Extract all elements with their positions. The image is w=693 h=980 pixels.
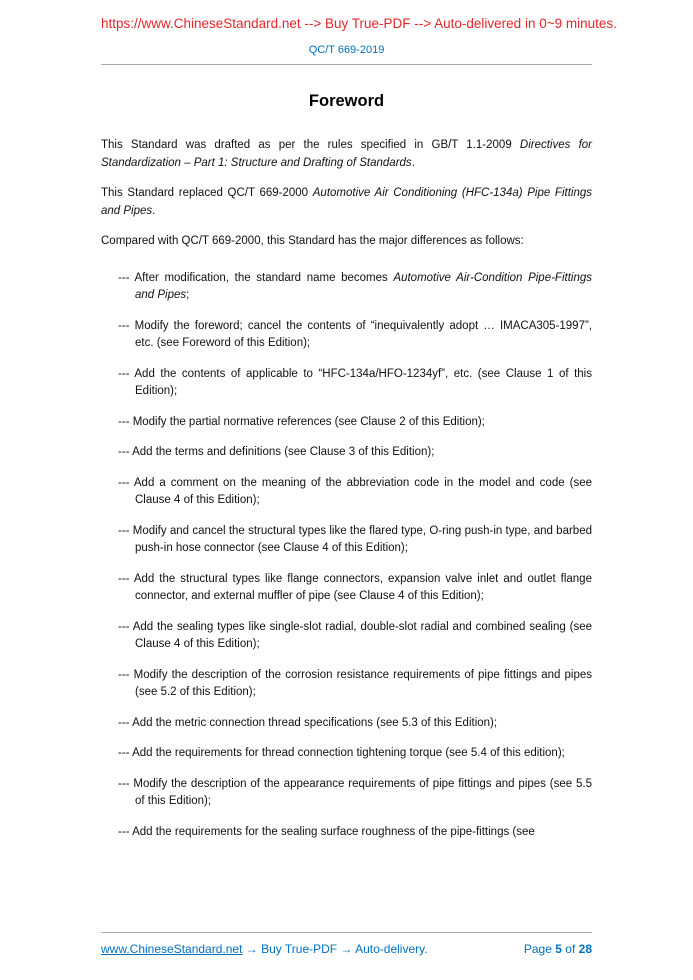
page-label: Page	[523, 942, 552, 956]
list-item	[118, 444, 592, 462]
text: ;	[186, 289, 190, 301]
bullet-dash: ---	[118, 271, 135, 284]
footer-divider	[101, 932, 592, 933]
bullet-dash: ---	[118, 572, 134, 585]
footer	[101, 932, 592, 957]
page-title: Foreword	[308, 92, 385, 110]
list-item	[118, 776, 592, 811]
bullet-dash: ---	[118, 825, 133, 838]
bullet-dash: ---	[118, 319, 135, 332]
text: Add the terms and definitions (see Clause 3 of this Edition);	[132, 446, 435, 458]
page-number: 5	[555, 942, 562, 956]
doc-number: QC/T 669-2019	[308, 44, 385, 56]
text: Add a comment on the meaning of the abbreviation code in the model and code (see Clause 4 of this Edition);	[133, 476, 592, 506]
text: Modify the description of the appearance requirements of pipe fittings and pipes (see 5.5 of this Edition);	[133, 777, 592, 807]
differences-list	[118, 270, 592, 842]
italic-text: Automotive Air-Condition Pipe-Fittings and Pipes	[135, 271, 592, 301]
bullet-dash: ---	[118, 446, 133, 458]
list-item	[118, 667, 592, 702]
bullet-dash: ---	[118, 777, 134, 790]
text: Add the requirements for the sealing surface roughness of the pipe-fittings (see	[132, 825, 535, 838]
total-pages: 28	[578, 942, 592, 956]
bullet-dash: ---	[118, 524, 133, 537]
list-item	[118, 318, 592, 353]
list-item	[118, 745, 592, 763]
text: .	[152, 204, 156, 217]
list-item	[118, 571, 592, 606]
text: This Standard was drafted as per the rules specified in GB/T 1.1-2009	[101, 139, 520, 151]
list-item	[118, 715, 592, 733]
text: Modify the foreword; cancel the contents of “inequivalently adopt … IMACA305-1997”, etc. (see Foreword of this Edition);	[134, 319, 592, 349]
list-item	[118, 619, 592, 654]
text: Add the requirements for thread connection tightening torque (see 5.4 of this edition);	[132, 747, 565, 759]
list-item	[118, 366, 592, 401]
text: Add the sealing types like single-slot radial, double-slot radial and combined sealing (see Clause 4 of this Edition);	[132, 620, 592, 650]
bullet-dash: ---	[118, 476, 134, 489]
footer-promo	[101, 942, 428, 957]
list-item	[118, 414, 592, 432]
text: Modify the description of the corrosion resistance requirements of pipe fittings and pipes (see 5.2 of this Edition);	[133, 668, 593, 698]
footer-site-link[interactable]: www.ChineseStandard.net	[101, 942, 243, 956]
text: Modify the partial normative references (see Clause 2 of this Edition);	[132, 415, 485, 428]
bullet-dash: ---	[118, 747, 133, 759]
text: Add the metric connection thread specifications (see 5.3 of this Edition);	[132, 716, 498, 729]
list-item	[118, 523, 592, 558]
paragraph-replaced	[101, 185, 592, 220]
text: Modify and cancel the structural types like the flared type, O-ring push-in type, and barbed push-in hose connector (see Clause 4 of this Edition);	[132, 524, 592, 554]
text: This Standard replaced QC/T 669-2000	[101, 187, 313, 199]
bullet-dash: ---	[118, 367, 135, 380]
text: After modification, the standard name becomes	[134, 271, 394, 284]
list-item	[118, 824, 592, 842]
header-divider	[101, 64, 592, 65]
paragraph-drafting	[101, 137, 592, 172]
bullet-dash: ---	[118, 415, 133, 428]
list-item	[118, 270, 592, 305]
text: Add the contents of applicable to “HFC-134a/HFO-1234yf”, etc. (see Clause 1 of this Edition);	[134, 367, 592, 397]
italic-text: Automotive Air Conditioning (HFC-134a) Pipe Fittings and Pipes	[101, 187, 592, 217]
text: Add the structural types like flange connectors, expansion valve inlet and outlet flange connector, and external muffler of pipe (see Clause 4 of this Edition);	[133, 572, 592, 602]
document-page	[0, 15, 693, 980]
promo-banner-link[interactable]: https://www.ChineseStandard.net --> Buy True-PDF --> Auto-delivered in 0~9 minutes.	[101, 16, 617, 31]
bullet-dash: ---	[118, 668, 134, 681]
list-item	[118, 475, 592, 510]
bullet-dash: ---	[118, 620, 133, 633]
footer-tail-text: → Buy True-PDF → Auto-delivery.	[242, 942, 428, 956]
bullet-dash: ---	[118, 716, 133, 729]
italic-text: Directives for Standardization – Part 1: Structure and Drafting of Standards	[101, 139, 592, 169]
text: .	[411, 156, 415, 169]
of-label: of	[565, 942, 576, 956]
paragraph-compared: Compared with QC/T 669-2000, this Standard has the major differences as follows:	[101, 235, 524, 247]
page-indicator	[524, 942, 592, 957]
